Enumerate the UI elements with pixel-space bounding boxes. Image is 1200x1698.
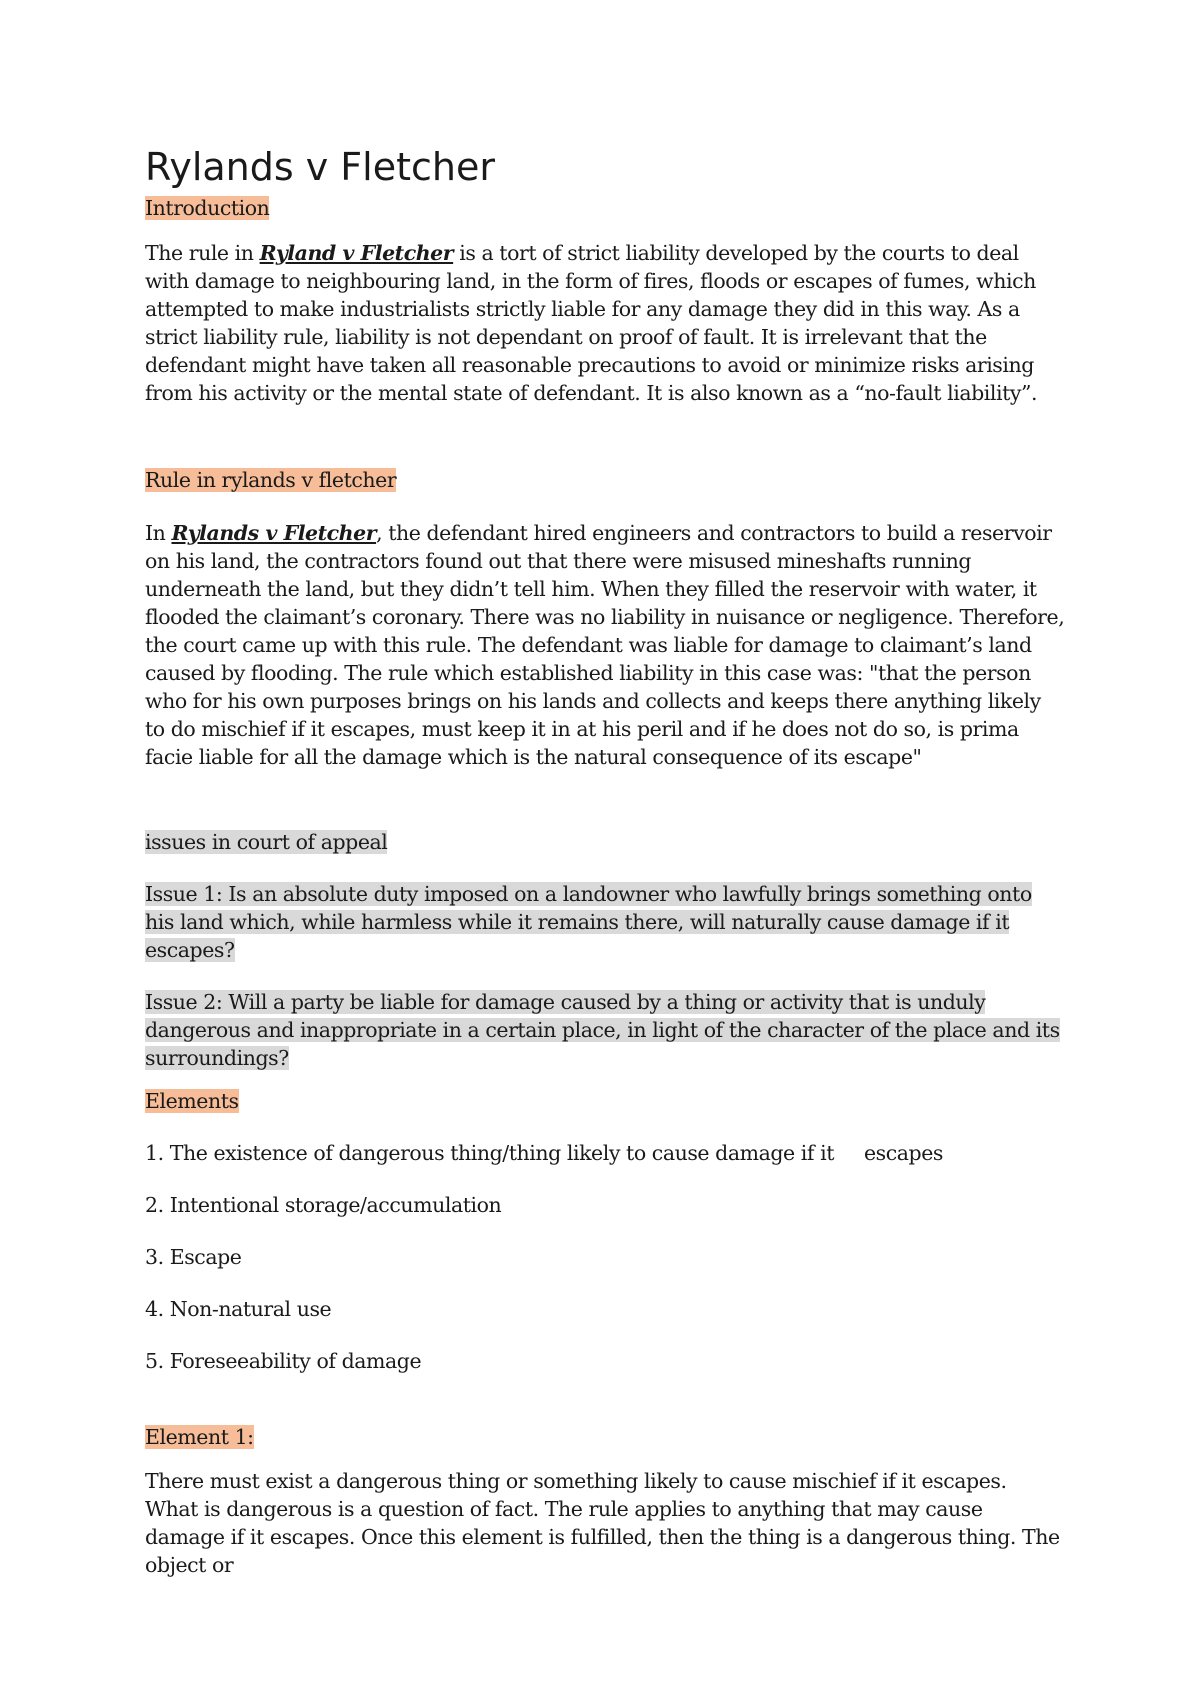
rule-paragraph bbox=[145, 519, 1065, 771]
list-item: 5. Foreseeability of damage bbox=[145, 1349, 422, 1373]
text-run: 1. The existence of dangerous thing/thing likely to cause damage if it bbox=[145, 1141, 834, 1165]
section-heading-elements bbox=[145, 1087, 1065, 1115]
text-run: is a tort of strict liability developed by the courts to deal with damage to neighbouring land, in the form of fires, floods or escapes of fumes, which attempted to make industrialists strictly liable for any damage they did in this way. As a strict liability rule, liability is not dependant on proof of fault. It is irrelevant that the defendant might have taken all reasonable precautions to avoid or minimize risks arising from his activity or the mental state of defendant. It is also known as a “no-fault liability”. bbox=[145, 241, 1038, 405]
element-1-paragraph: There must exist a dangerous thing or something likely to cause mischief if it escapes. What is dangerous is a question of fact. The rule applies to anything that may cause damage if it escapes. Once this element is fulfilled, then the thing is a dangerous thing. The object or bbox=[145, 1469, 1060, 1577]
list-item: 4. Non-natural use bbox=[145, 1297, 332, 1321]
issue-highlight: Issue 1: Is an absolute duty imposed on a landowner who lawfully brings something onto his land which, while harmless while it remains there, will naturally cause damage if it escapes? bbox=[145, 882, 1032, 962]
heading-highlight: Element 1: bbox=[145, 1425, 254, 1449]
text-run: , the defendant hired engineers and contractors to build a reservoir on his land, the contractors found out that there were misused mineshafts running underneath the land, but they didn’t tell him. When they filled the reservoir with water, it flooded the claimant’s coronary. There was no liability in nuisance or negligence. Therefore, the court came up with this rule. The defendant was liable for damage to claimant’s land caused by flooding. The rule which established liability in this case was: "that the person who for his own purposes brings on his lands and collects and keeps there anything likely to do mischief if it escapes, must keep it in at his peril and if he does not do so, is prima facie liable for all the damage which is the natural consequence of its escape" bbox=[145, 521, 1065, 769]
section-heading-element-1 bbox=[145, 1423, 1065, 1451]
case-name: Ryland v Fletcher bbox=[259, 241, 454, 265]
document-title: Rylands v Fletcher bbox=[145, 145, 495, 189]
heading-highlight: Rule in rylands v fletcher bbox=[145, 468, 397, 492]
heading-highlight: issues in court of appeal bbox=[145, 830, 388, 854]
section-heading-issues bbox=[145, 828, 1065, 856]
issue-1 bbox=[145, 880, 1065, 964]
heading-highlight: Introduction bbox=[145, 196, 270, 220]
text-run: escapes bbox=[864, 1141, 943, 1165]
list-item: 3. Escape bbox=[145, 1245, 242, 1269]
introduction-paragraph bbox=[145, 239, 1065, 407]
case-name: Rylands v Fletcher bbox=[171, 521, 377, 545]
text-run: In bbox=[145, 521, 172, 545]
text-run: The rule in bbox=[145, 241, 260, 265]
issue-highlight: Issue 2: Will a party be liable for damage caused by a thing or activity that is unduly dangerous and inappropriate in a certain place, in light of the character of the place and its surroundings? bbox=[145, 990, 1060, 1070]
issue-2 bbox=[145, 988, 1065, 1072]
section-heading-rule bbox=[145, 466, 1065, 494]
heading-highlight: Elements bbox=[145, 1089, 239, 1113]
list-item bbox=[145, 1139, 1065, 1167]
list-item: 2. Intentional storage/accumulation bbox=[145, 1193, 502, 1217]
document-body bbox=[145, 140, 1065, 1579]
section-heading-introduction bbox=[145, 194, 1065, 222]
